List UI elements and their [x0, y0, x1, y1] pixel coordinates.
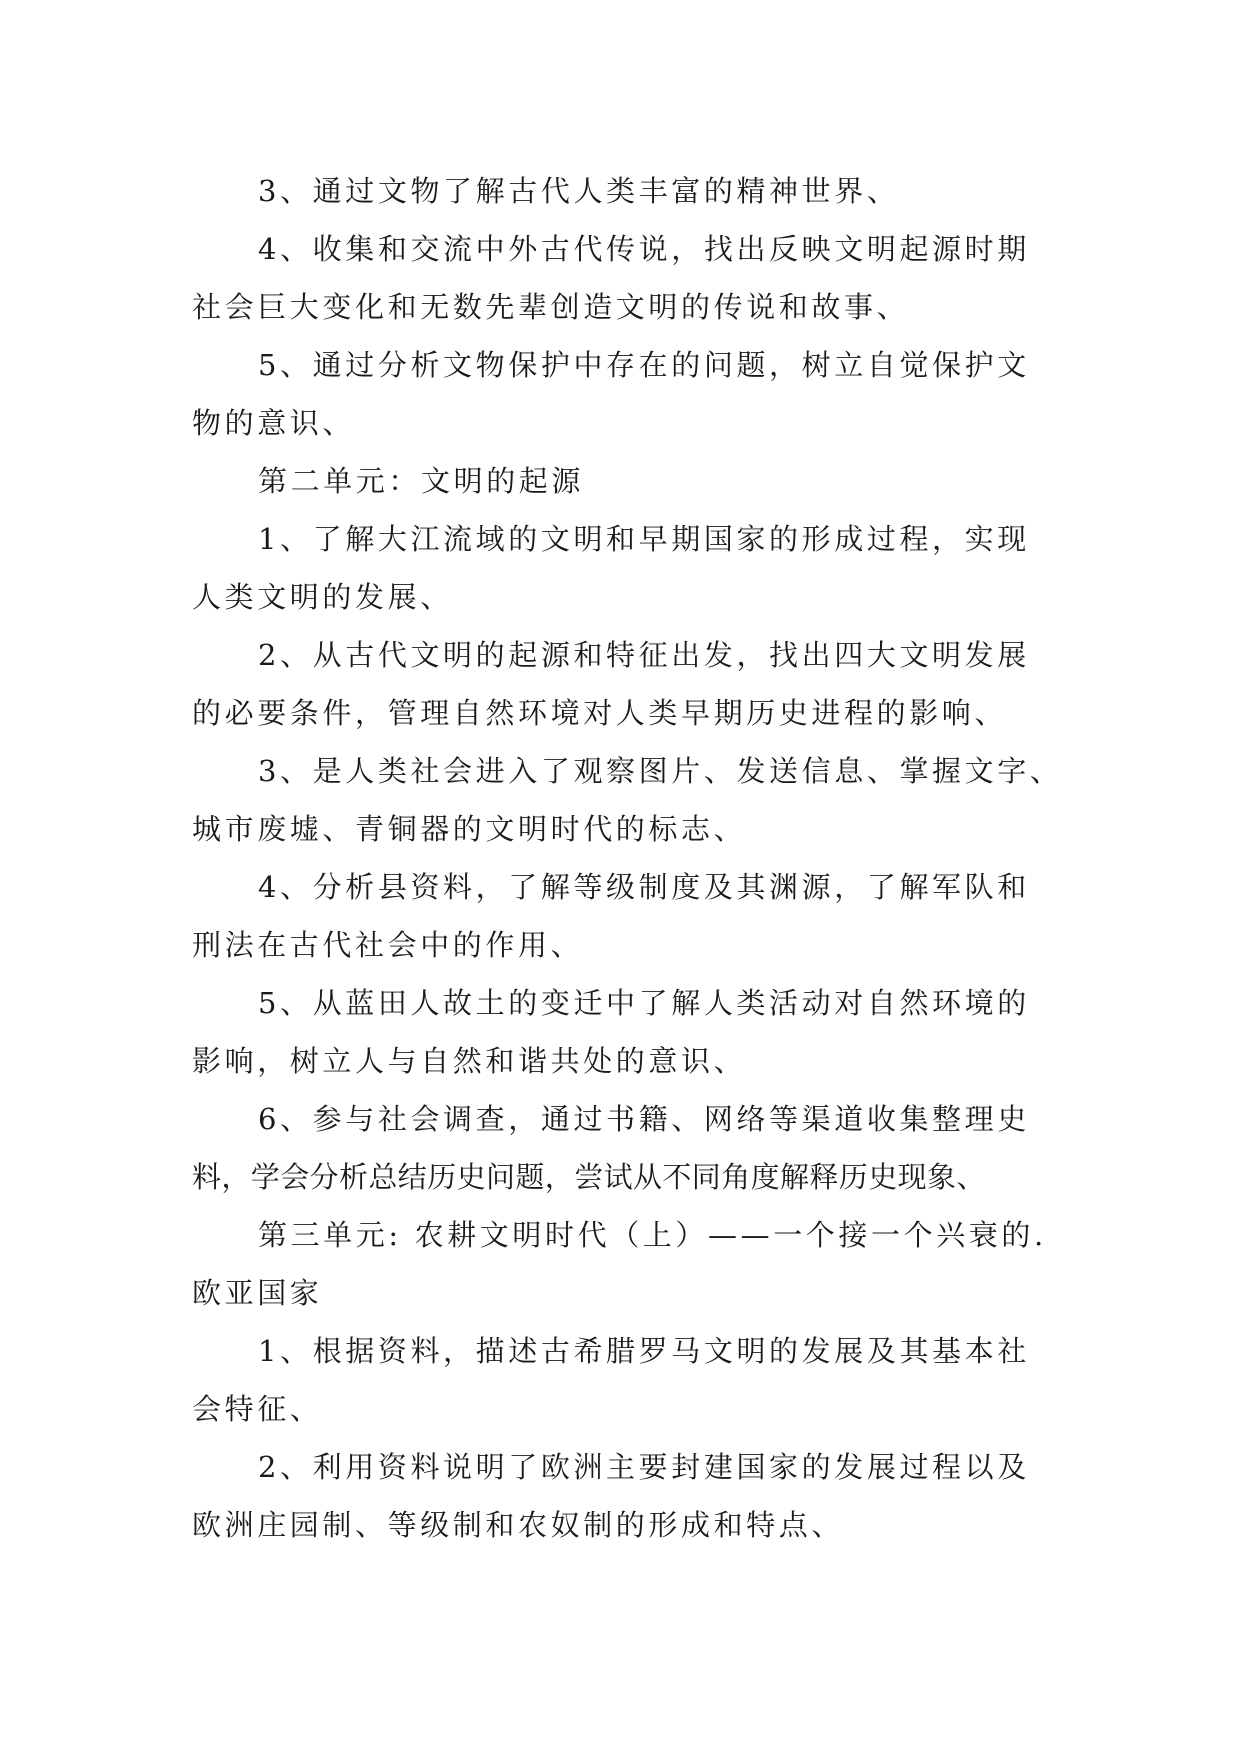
paragraph-line: 会特征、: [192, 1392, 323, 1426]
section-heading: [192, 452, 1052, 510]
paragraph: [192, 626, 1052, 742]
paragraph-line: 欧洲庄园制、等级制和农奴制的形成和特点、: [192, 1508, 845, 1542]
paragraph: [192, 974, 1052, 1090]
paragraph-line: 6、参与社会调查，通过书籍、网络等渠道收集整理史: [258, 1102, 1030, 1136]
paragraph-line: 4、分析县资料，了解等级制度及其渊源，了解军队和: [258, 870, 1030, 904]
paragraph-line: 物的意识、: [192, 406, 356, 440]
paragraph-line: 社会巨大变化和无数先辈创造文明的传说和故事、: [192, 290, 910, 324]
paragraph-line: 1、根据资料，描述古希腊罗马文明的发展及其基本社: [258, 1334, 1030, 1368]
paragraph: [192, 1438, 1052, 1554]
paragraph-line: 第二单元：文明的起源: [258, 464, 585, 498]
document-body: [192, 162, 1063, 1554]
paragraph: [192, 162, 1052, 220]
paragraph-line: 4、收集和交流中外古代传说，找出反映文明起源时期: [258, 232, 1030, 266]
paragraph-line: 3、通过文物了解古代人类丰富的精神世界、: [258, 174, 900, 208]
paragraph: [192, 510, 1052, 626]
section-heading: [192, 1206, 1052, 1322]
paragraph: [192, 336, 1052, 452]
paragraph-line: 影响，树立人与自然和谐共处的意识、: [192, 1044, 747, 1078]
paragraph: [192, 220, 1052, 336]
paragraph-line: 1、了解大江流域的文明和早期国家的形成过程，实现: [258, 522, 1030, 556]
paragraph-line: 刑法在古代社会中的作用、: [192, 928, 584, 962]
paragraph-line: 的必要条件，管理自然环境对人类早期历史进程的影响、: [192, 696, 1008, 730]
paragraph-line: 3、是人类社会进入了观察图片、发送信息、掌握文字、: [258, 754, 1063, 788]
paragraph: [192, 742, 1063, 858]
paragraph-line: 5、从蓝田人故土的变迁中了解人类活动对自然环境的: [258, 986, 1030, 1020]
paragraph-line: 人类文明的发展、: [192, 580, 453, 614]
paragraph-line: 第三单元: 农耕文明时代（上）——一个接一个兴衰的.: [258, 1218, 1047, 1252]
paragraph-line: 2、利用资料说明了欧洲主要封建国家的发展过程以及: [258, 1450, 1030, 1484]
paragraph: [192, 1090, 1052, 1206]
paragraph-line: 城市废墟、青铜器的文明时代的标志、: [192, 812, 747, 846]
paragraph: [192, 858, 1052, 974]
paragraph-line: 欧亚国家: [192, 1276, 323, 1310]
paragraph-line: 5、通过分析文物保护中存在的问题，树立自觉保护文: [258, 348, 1030, 382]
paragraph: [192, 1322, 1052, 1438]
paragraph-line: 2、从古代文明的起源和特征出发，找出四大文明发展: [258, 638, 1030, 672]
paragraph-line: 料，学会分析总结历史问题，尝试从不同角度解释历史现象、: [192, 1160, 986, 1194]
